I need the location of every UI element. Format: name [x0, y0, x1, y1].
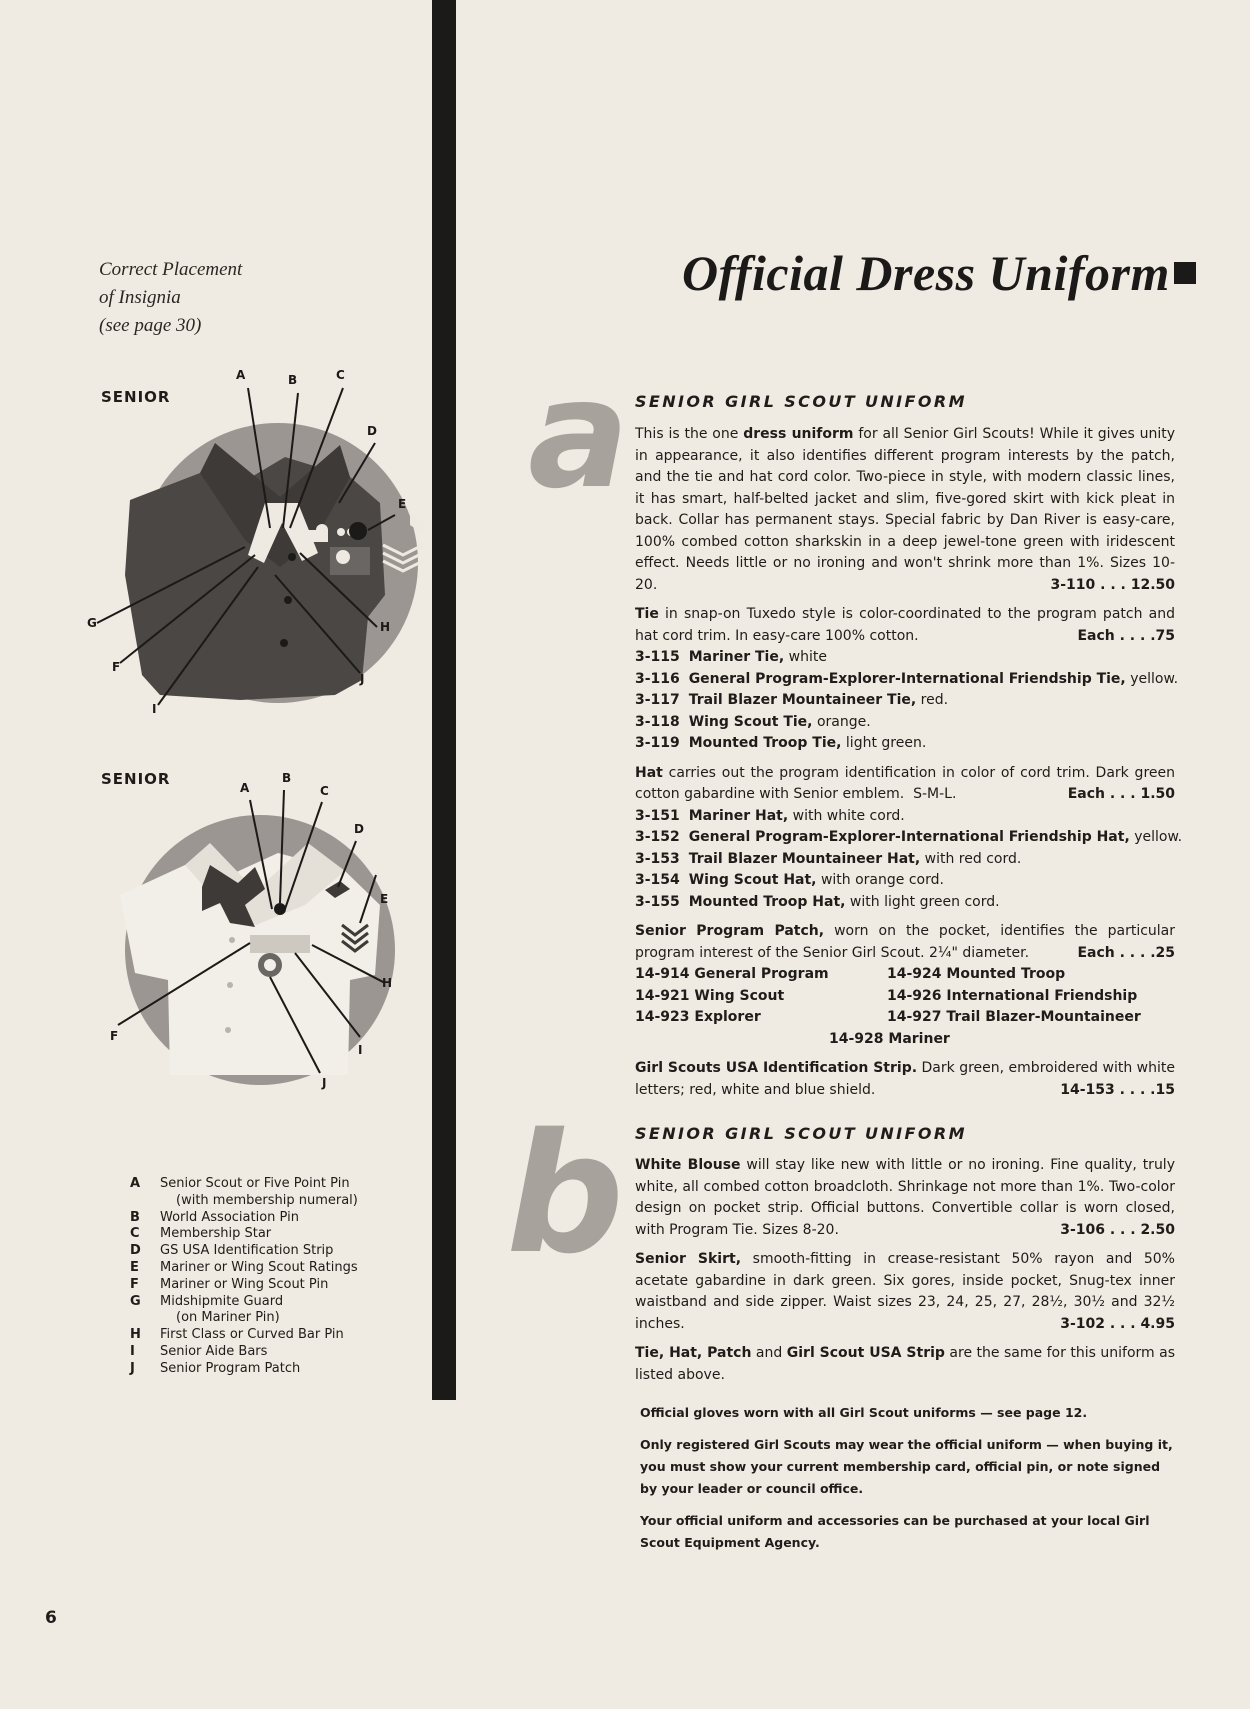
svg-text:F: F	[112, 660, 121, 674]
page-number: 6	[45, 1608, 57, 1628]
legend-row: D GS USA Identification Strip	[130, 1243, 334, 1259]
list-item: 14-927 Trail Blazer-Mountaineer	[887, 1009, 1141, 1025]
section-letter-a: a	[528, 348, 630, 522]
svg-text:E: E	[398, 497, 407, 511]
note-registration: Only registered Girl Scouts may wear the official uniform — when buying it, you must show your current membership card, official pin, or note signed by your leader or council office.	[640, 1437, 1173, 1496]
hat-price: Each . . . 1.50	[1067, 786, 1175, 802]
section-b-body	[635, 1155, 1175, 1386]
svg-text:A: A	[240, 781, 250, 795]
list-item: 3-117 Trail Blazer Mountaineer Tie, red.	[635, 692, 949, 708]
list-item: 3-152 General Program-Explorer-International Friendship Hat, yellow.	[635, 829, 1183, 845]
list-item: 14-924 Mounted Troop	[887, 966, 1066, 982]
svg-text:C: C	[336, 368, 345, 382]
insignia-legend	[130, 1176, 358, 1378]
legend-row: (with membership numeral)	[176, 1192, 358, 1208]
svg-text:J: J	[360, 672, 365, 686]
svg-text:I: I	[152, 702, 157, 716]
hat-description: Hat carries out the program identification in color of cord trim. Dark green cotton gabardine with Senior emblem. S-M-L. Each . . . 1.50	[635, 763, 1175, 806]
section-a-body	[635, 424, 1183, 1101]
legend-row: C Membership Star	[130, 1226, 272, 1242]
strip-description: Girl Scouts USA Identification Strip. Dark green, embroidered with white letters; red, white and blue shield. 14-153 . . . .15	[635, 1058, 1175, 1101]
svg-text:H: H	[380, 620, 391, 634]
skirt-description: Senior Skirt, smooth-fitting in crease-resistant 50% rayon and 50% acetate gabardine in dark green. Six gores, inside pocket, Snug-tex inner waistband and side zipper. Waist sizes 23, 24, 25, 27, 28½, 30½ and 32½ inches. 3-102 . . . 4.95	[635, 1249, 1175, 1335]
svg-text:E: E	[380, 892, 389, 906]
list-item: 14-921 Wing Scout	[635, 987, 785, 1004]
senior-jacket-diagram	[80, 368, 420, 725]
legend-row: F Mariner or Wing Scout Pin	[130, 1276, 329, 1292]
legend-row: H First Class or Curved Bar Pin	[130, 1327, 344, 1343]
patch-price: Each . . . .25	[1077, 944, 1175, 961]
legend-row: I Senior Aide Bars	[130, 1343, 268, 1359]
jacket-pocket-flap	[330, 547, 370, 575]
patch-description: Senior Program Patch, worn on the pocket, identifies the particular program interest of the Senior Girl Scout. 2¼" diameter. Each . . . .25	[635, 921, 1175, 964]
legend-row: A Senior Scout or Five Point Pin	[130, 1176, 350, 1191]
note-purchase: Your official uniform and accessories can be purchased at your local Girl Scout Equipment Agency.	[640, 1513, 1150, 1550]
legend-row: J Senior Program Patch	[130, 1360, 301, 1376]
blouse-pocket-strip	[250, 935, 310, 953]
skirt-price: 3-102 . . . 4.95	[1060, 1315, 1175, 1332]
list-item: 3-115 Mariner Tie, white	[635, 649, 827, 665]
list-item: 14-914 General Program	[635, 966, 829, 982]
svg-text:J: J	[322, 1076, 327, 1090]
tie-price: Each . . . .75	[1077, 627, 1175, 644]
section-a-heading: SENIOR GIRL SCOUT UNIFORM	[635, 392, 967, 411]
section-b-heading: SENIOR GIRL SCOUT UNIFORM	[635, 1124, 967, 1143]
list-item: 14-926 International Friendship	[887, 987, 1138, 1004]
list-item: 3-116 General Program-Explorer-International Friendship Tie, yellow.	[635, 670, 1179, 687]
svg-text:B: B	[282, 771, 292, 785]
same-items-note: Tie, Hat, Patch and Girl Scout USA Strip are the same for this uniform as listed above.	[635, 1345, 1176, 1383]
title-square-mark	[1174, 262, 1196, 284]
svg-text:A: A	[236, 368, 246, 382]
svg-text:D: D	[354, 822, 364, 836]
page-title: Official Dress Uniform	[682, 244, 1196, 302]
diagram2-label: SENIOR	[101, 770, 171, 788]
list-item: 3-119 Mounted Troop Tie, light green.	[635, 735, 927, 751]
uniform-price: 3-110 . . . 12.50	[1050, 576, 1175, 593]
list-item: 3-153 Trail Blazer Mountaineer Hat, with red cord.	[635, 850, 1022, 867]
legend-row: G Midshipmite Guard	[130, 1293, 284, 1309]
tie-description: Tie in snap-on Tuxedo style is color-coordinated to the program patch and hat cord trim. In easy-care 100% cotton. Each . . . .75	[635, 604, 1175, 647]
svg-text:B: B	[288, 373, 298, 387]
blouse-description: White Blouse will stay like new with little or no ironing. Fine quality, truly white, all combed cotton broadcloth. Shrinkage not more than 1%. Two-color design on pocket strip. Official buttons. Convertible collar is worn closed, with Program Tie. Sizes 8-20. 3-106 . . . 2.50	[635, 1155, 1175, 1241]
footnotes	[640, 1402, 1175, 1564]
legend-row: (on Mariner Pin)	[176, 1310, 280, 1326]
svg-text:H: H	[382, 976, 393, 990]
list-item: 3-118 Wing Scout Tie, orange.	[635, 713, 871, 730]
patch-list	[635, 964, 1175, 1050]
section-letter-b: b	[506, 1098, 625, 1290]
list-item: 14-923 Explorer	[635, 1009, 761, 1025]
uniform-description: This is the one dress uniform for all Senior Girl Scouts! While it gives unity in appearance, it also identifies different program interests by the patch, and the tie and hat cord color. Two-piece in style, with modern classic lines, it has smart, half-belted jacket and slim, five-gored skirt with kick pleat in back. Collar has permanent stays. Special fabric by Dan River is easy-care, 100% combed cotton sharkskin in a deep jewel-tone green with iridescent effect. Needs little or no ironing and won't shrink more than 1%. Sizes 10-20. 3-110 . . . 12.50	[635, 424, 1175, 596]
svg-text:G: G	[87, 616, 97, 630]
svg-text:D: D	[367, 424, 377, 438]
blouse-price: 3-106 . . . 2.50	[1060, 1221, 1175, 1238]
diagram1-label: SENIOR	[101, 388, 171, 406]
strip-price: 14-153 . . . .15	[1060, 1081, 1175, 1098]
pocket-patch	[336, 550, 350, 564]
svg-text:C: C	[320, 784, 329, 798]
note-gloves: Official gloves worn with all Girl Scout uniforms — see page 12.	[640, 1405, 1088, 1420]
legend-row: E Mariner or Wing Scout Ratings	[130, 1259, 358, 1275]
legend-row: B World Association Pin	[130, 1209, 299, 1225]
list-item: 3-155 Mounted Troop Hat, with light green cord.	[635, 893, 1000, 910]
column-divider	[432, 0, 456, 1400]
list-item: 14-928 Mariner	[829, 1030, 950, 1047]
list-item: 3-154 Wing Scout Hat, with orange cord.	[635, 872, 944, 888]
insignia-caption: Correct Placement of Insignia (see page 30)	[99, 259, 243, 336]
list-item: 3-151 Mariner Hat, with white cord.	[635, 807, 905, 824]
svg-text:F: F	[110, 1029, 119, 1043]
svg-text:I: I	[358, 1043, 363, 1057]
